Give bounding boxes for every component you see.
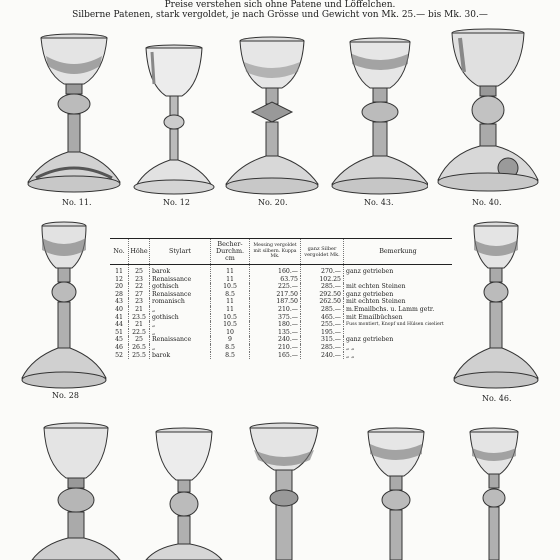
cell-hoehe: 21: [129, 306, 150, 314]
cell-messing: 375.—: [250, 314, 301, 322]
cell-stylart: gothisch: [150, 314, 211, 322]
cell-no: 41: [115, 313, 123, 321]
cell-hoehe: 27: [129, 291, 150, 299]
header-line-2: Silberne Patenen, stark vergoldet, je nach Grösse und Gewicht von Mk. 25.— bis Mk. 30.—: [72, 10, 488, 20]
table-row: [110, 314, 452, 322]
chalice-bottom-3-illustration: [246, 420, 322, 560]
cell-silber: 270.—: [301, 265, 344, 276]
cell-no: 45: [115, 336, 123, 344]
cell-silber: 102.25: [301, 276, 344, 284]
table-row: [110, 336, 452, 344]
cell-hoehe: 25: [129, 265, 150, 276]
cell-stylart: romanisch: [150, 298, 211, 306]
chalice-43-illustration: [328, 36, 428, 196]
chalice-12-illustration: [128, 44, 220, 196]
col-header-no: No.: [110, 239, 129, 265]
cell-messing: 63.75: [250, 276, 301, 284]
cell-bemerkung: m.Emailbchs. u. Lamm getr.: [344, 306, 453, 314]
cell-silber: 262.50: [301, 298, 344, 306]
cell-stylart: „: [150, 329, 211, 337]
table-row: [110, 283, 452, 291]
cell-stylart: gothisch: [150, 283, 211, 291]
cell-silber: 285.—: [301, 283, 344, 291]
cell-stylart: Renaissance: [150, 291, 211, 299]
chalice-46-illustration: [450, 220, 540, 390]
caption-no-12: No. 12: [163, 198, 190, 207]
col-header-becher: Becher-Durchm. cm: [211, 239, 250, 265]
caption-no-28: No. 28: [52, 391, 79, 400]
cell-messing: 210.—: [250, 306, 301, 314]
cell-messing: 160.—: [250, 265, 301, 276]
cell-bemerkung: mit echten Steinen: [344, 298, 453, 306]
table-row: [110, 329, 452, 337]
cell-messing: 135.—: [250, 329, 301, 337]
cell-becher: 10.5: [211, 283, 250, 291]
cell-becher: 8.5: [211, 291, 250, 299]
cell-hoehe: 25: [129, 336, 150, 344]
cell-stylart: „: [150, 306, 211, 314]
cell-bemerkung: [344, 329, 453, 337]
table-row: [110, 344, 452, 352]
cell-messing: 240.—: [250, 336, 301, 344]
cell-stylart: barok: [150, 352, 211, 360]
cell-no: 28: [115, 290, 123, 298]
caption-no-20: No. 20.: [258, 198, 288, 207]
cell-hoehe: 22.5: [129, 329, 150, 337]
cell-hoehe: 23: [129, 298, 150, 306]
caption-no-43: No. 43.: [364, 198, 394, 207]
col-header-hoehe: Höhe: [129, 239, 150, 265]
cell-bemerkung: mit Emailbüchsen: [344, 314, 453, 322]
cell-messing: 180.—: [250, 321, 301, 329]
cell-hoehe: 21: [129, 321, 150, 329]
cell-becher: 8.5: [211, 352, 250, 360]
caption-no-11: No. 11.: [62, 198, 92, 207]
price-header: [0, 0, 560, 20]
caption-no-40: No. 40.: [472, 198, 502, 207]
table-row: [110, 306, 452, 314]
cell-hoehe: 22: [129, 283, 150, 291]
chalice-28-illustration: [20, 220, 110, 390]
cell-silber: 240.—: [301, 352, 344, 360]
cell-no: 40: [115, 305, 123, 313]
table-row: [110, 276, 452, 284]
cell-bemerkung: ganz getrieben: [344, 265, 453, 276]
cell-becher: 11: [211, 306, 250, 314]
cell-no: 46: [115, 343, 123, 351]
cell-no: 52: [115, 351, 123, 359]
cell-becher: 9: [211, 336, 250, 344]
chalice-bottom-4-illustration: [360, 424, 432, 560]
col-header-bemerkung: Bemerkung: [344, 239, 453, 265]
cell-bemerkung: „ „: [344, 344, 453, 352]
cell-messing: 217.50: [250, 291, 301, 299]
table-row: [110, 352, 452, 360]
cell-hoehe: 23: [129, 276, 150, 284]
col-header-silber: ganz Silber vergoldet Mk.: [301, 239, 344, 265]
table-row: [110, 291, 452, 299]
cell-becher: 10.5: [211, 314, 250, 322]
chalice-bottom-2-illustration: [142, 424, 226, 560]
cell-becher: 8.5: [211, 344, 250, 352]
cell-hoehe: 23.5: [129, 314, 150, 322]
chalice-bottom-5-illustration: [462, 426, 526, 560]
caption-no-46: No. 46.: [482, 394, 512, 403]
cell-silber: 285.—: [301, 306, 344, 314]
chalice-40-illustration: [436, 28, 540, 196]
cell-no: 44: [115, 321, 123, 329]
cell-no: 20: [115, 283, 123, 291]
table-row: [110, 298, 452, 306]
cell-messing: 210.—: [250, 344, 301, 352]
col-header-messing: Messing vergoldet mit silbern. Kuppa Mk.: [250, 239, 301, 265]
cell-stylart: barok: [150, 265, 211, 276]
cell-bemerkung: Fuss montiert, Knopf und Hülsen ciseliert: [344, 321, 453, 329]
cell-messing: 225.—: [250, 283, 301, 291]
chalice-bottom-1-illustration: [28, 420, 124, 560]
cell-silber: 292.50: [301, 291, 344, 299]
cell-bemerkung: ganz getrieben: [344, 291, 453, 299]
cell-stylart: „: [150, 344, 211, 352]
cell-no: 11: [115, 268, 123, 275]
header-line-1: Preise verstehen sich ohne Patene und Löffelchen.: [164, 0, 396, 10]
cell-stylart: Renaissance: [150, 336, 211, 344]
chalice-11-illustration: [22, 32, 122, 196]
cell-stylart: Renaissance: [150, 276, 211, 284]
cell-becher: 11: [211, 276, 250, 284]
cell-stylart: „: [150, 321, 211, 329]
chalice-20-illustration: [222, 36, 322, 196]
cell-messing: 187.50: [250, 298, 301, 306]
cell-silber: 195.—: [301, 329, 344, 337]
cell-no: 51: [115, 328, 123, 336]
cell-becher: 11: [211, 265, 250, 276]
cell-bemerkung: ganz getrieben: [344, 336, 453, 344]
cell-hoehe: 25.5: [129, 352, 150, 360]
cell-bemerkung: „ „: [344, 352, 453, 360]
cell-becher: 10: [211, 329, 250, 337]
cell-bemerkung: [344, 276, 453, 284]
cell-hoehe: 26.5: [129, 344, 150, 352]
cell-no: 43: [115, 298, 123, 306]
cell-messing: 165.—: [250, 352, 301, 360]
table-row: [110, 265, 452, 276]
cell-becher: 11: [211, 298, 250, 306]
cell-silber: 285.—: [301, 344, 344, 352]
cell-bemerkung: mit echten Steinen: [344, 283, 453, 291]
price-table: [110, 238, 452, 402]
cell-silber: 315.—: [301, 336, 344, 344]
cell-no: 12: [115, 275, 123, 283]
cell-silber: 465.—: [301, 314, 344, 322]
cell-silber: 255.—: [301, 321, 344, 329]
table-row: [110, 321, 452, 329]
col-header-stylart: Stylart: [150, 239, 211, 265]
cell-becher: 10.5: [211, 321, 250, 329]
table-header-row: [110, 239, 452, 265]
